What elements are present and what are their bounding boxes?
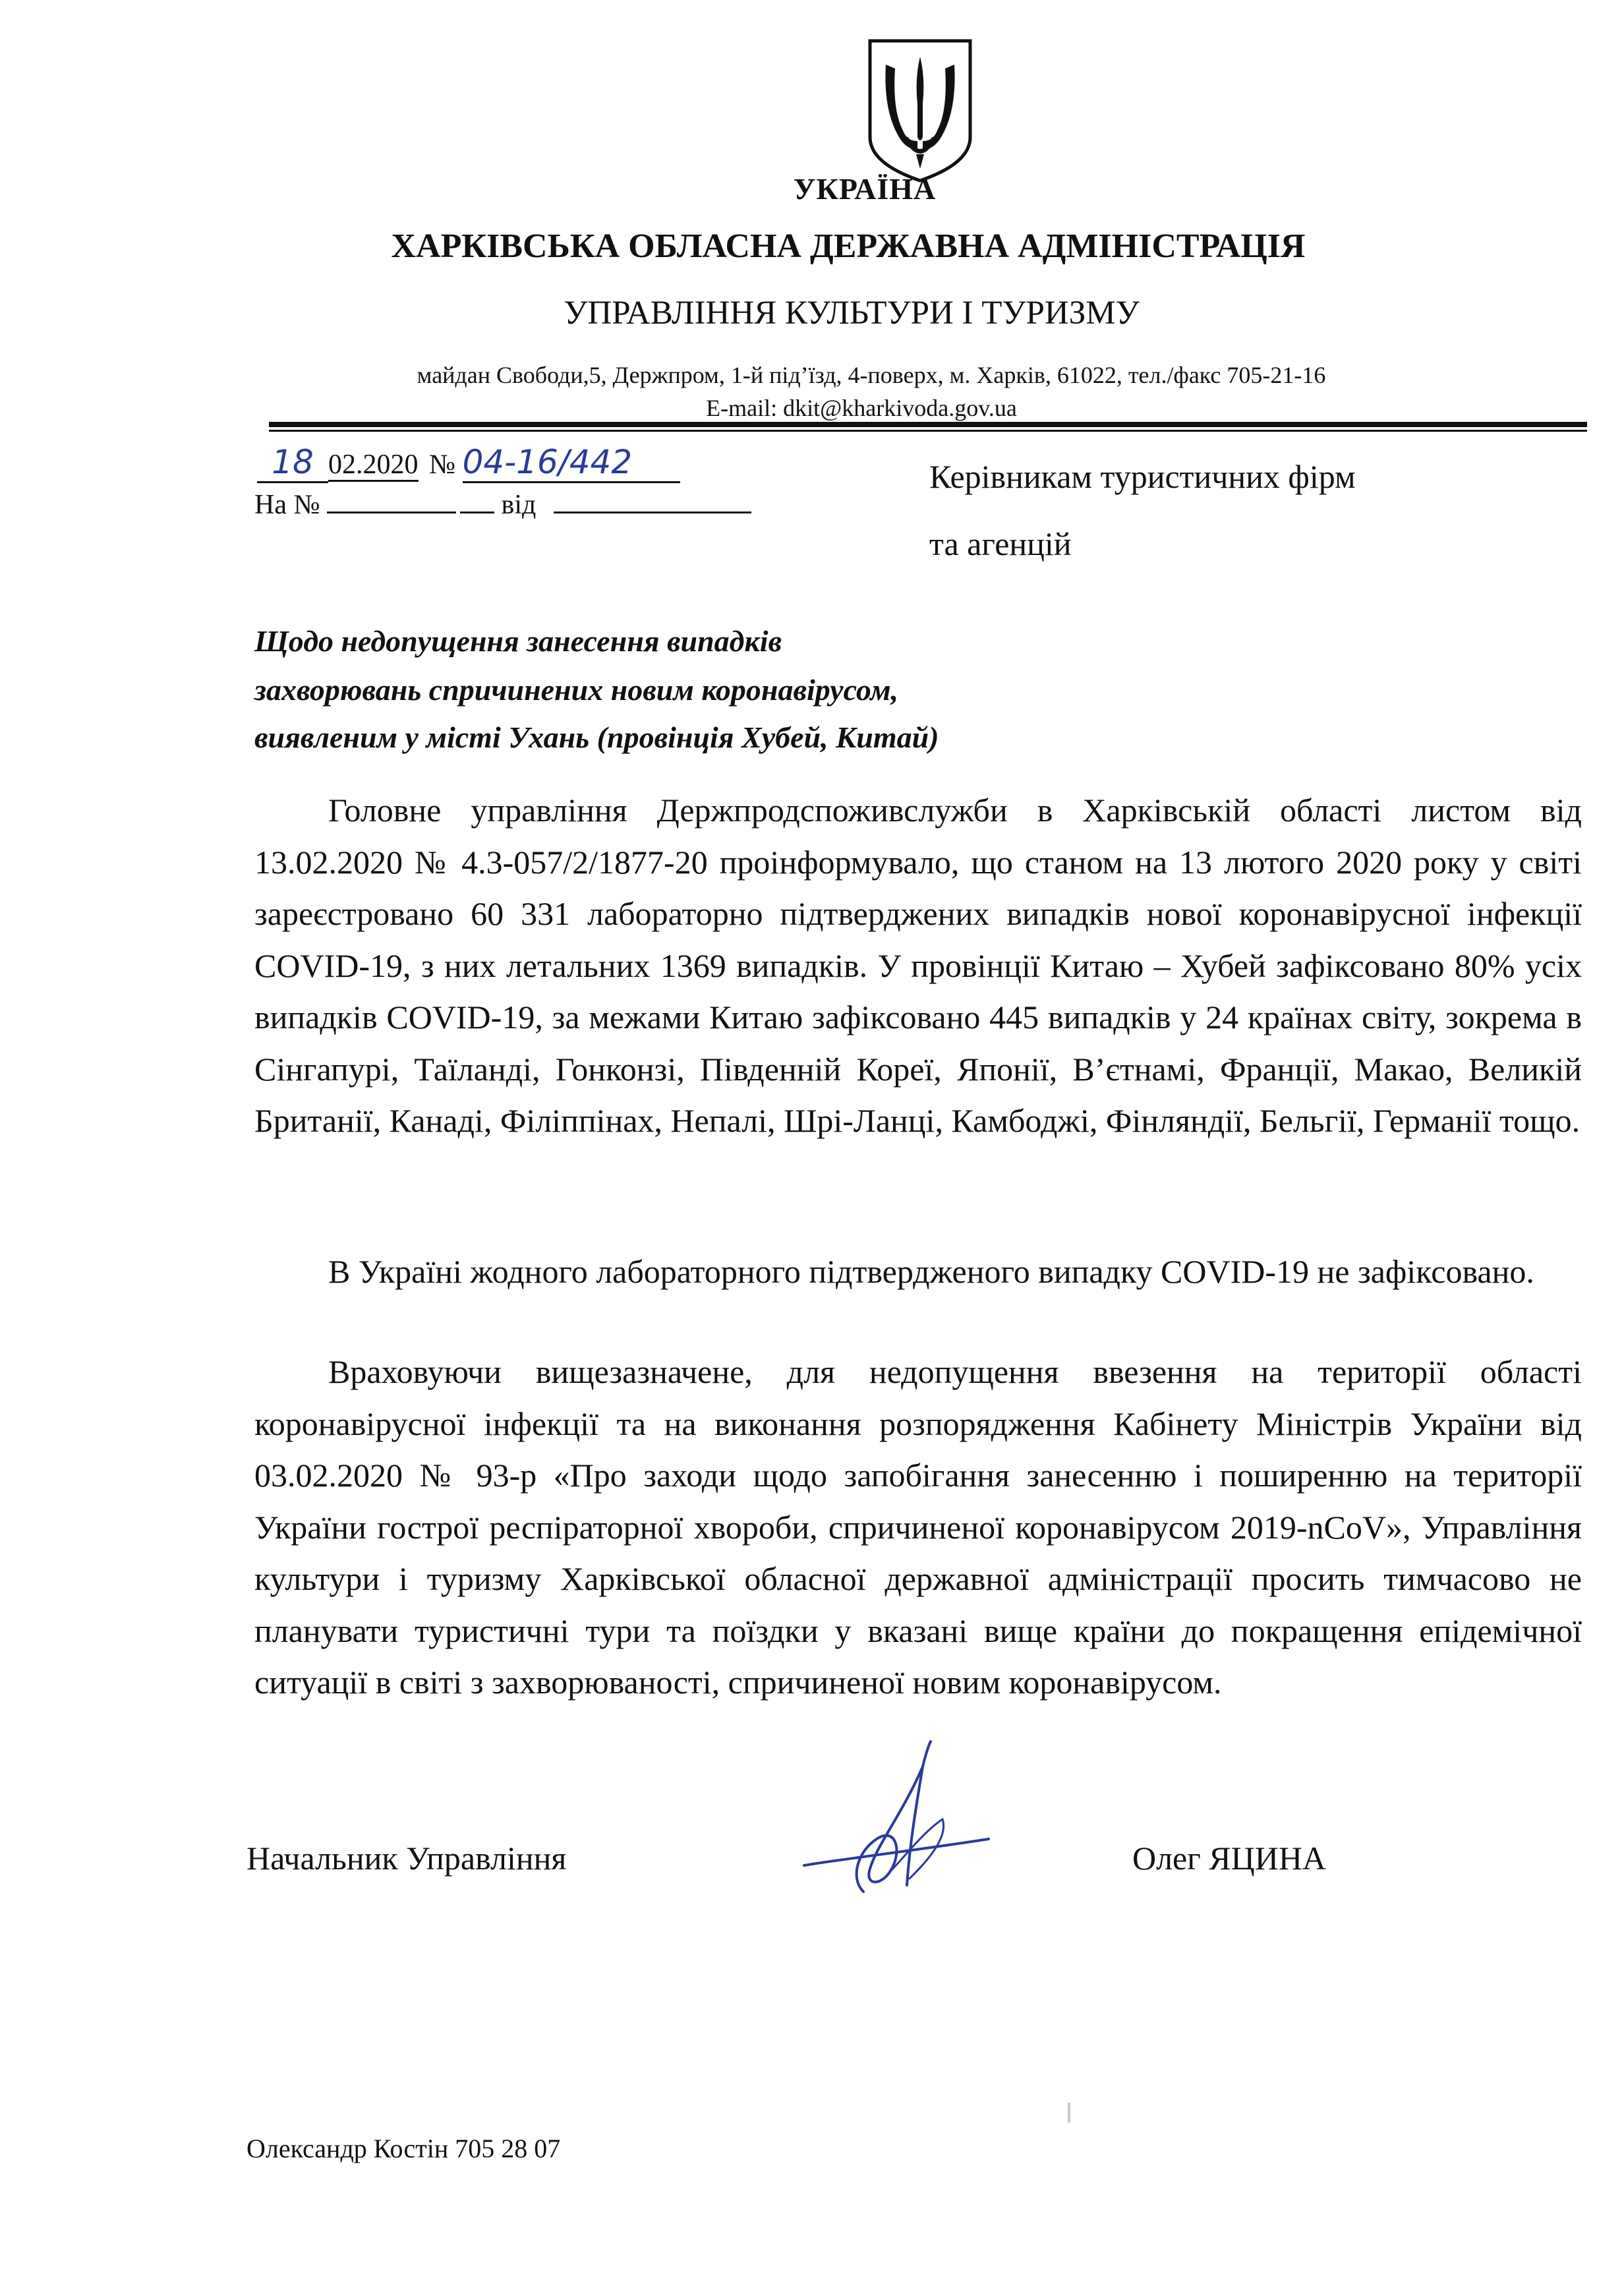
number-label: № (429, 450, 456, 480)
department-name: УПРАВЛІННЯ КУЛЬТУРИ І ТУРИЗМУ (564, 295, 1140, 332)
reply-to-label: На № (254, 490, 320, 520)
handwritten-day: 18 (272, 443, 314, 481)
country-name: УКРАЇНА (793, 172, 937, 206)
reply-to-line (254, 488, 782, 534)
body-paragraph-2: В Україні жодного лабораторного підтвердженого випадку COVID-19 не зафіксовано. (328, 1253, 1534, 1290)
handwritten-number: 04-16/442 (462, 443, 633, 481)
recipient-line-1: Керівникам туристичних фірм (929, 458, 1356, 495)
subject-line-1: Щодо недопущення занесення випадків (254, 624, 782, 658)
administration-name: ХАРКІВСЬКА ОБЛАСНА ДЕРЖАВНА АДМІНІСТРАЦІЯ (391, 227, 1306, 265)
handwritten-signature (791, 1740, 1002, 1912)
printed-date: 02.2020 (328, 450, 419, 482)
signatory-name: Олег ЯЦИНА (1132, 1840, 1327, 1877)
address-line: майдан Свободи,5, Держпром, 1-й під’їзд, 4-поверх, м. Харків, 61022, тел./факс 705-21-16 (417, 362, 1326, 388)
header-divider-thin (269, 430, 1587, 432)
subject-line-2: захворювань спричинених новим коронавірусом, (254, 673, 899, 707)
body-paragraph-3: Враховуючи вищезазначене, для недопущення ввезення на території області коронавірусної інфекції та на виконання розпорядження Кабінету Міністрів України від 03.02.2020 № 93-р «Про заходи щодо запобігання занесенню і поширенню на території України гострої респіраторної хвороби, спричиненої коронавірусом 2019-nCoV», Управління культури і туризму Харківської обласної державної адміністрації просить тимчасово не планувати туристичні тури та поїздки у вказані вище країни до покращення епідемічної ситуації в світі з захворюваності, спричиненої новим коронавірусом. (254, 1353, 1582, 1701)
from-label: від (501, 490, 536, 520)
email-line: E-mail: dkit@kharkivoda.gov.ua (706, 395, 1017, 421)
executor-line: Олександр Костін 705 28 07 (246, 2134, 561, 2163)
header-divider (269, 422, 1587, 427)
signatory-title: Начальник Управління (246, 1840, 567, 1877)
body-paragraph-1: Головне управління Держпродспоживслужби в Харківській області листом від 13.02.2020 № 4.3-057/2/1877-20 проінформувало, що станом на 13 лютого 2020 року у світі зареєстровано 60 331 лабораторно підтверджених випадків нової коронавірусної інфекції COVID-19, з них летальних 1369 випадків. У провінції Китаю – Хубей зафіксовано 80% усіх випадків COVID-19, за межами Китаю зафіксовано 445 випадків у 24 країнах світу, зокрема в Сінгапурі, Таїланді, Гонконзі, Південній Кореї, Японії, В’єтнамі, Франції, Макао, Великій Британії, Канаді, Філіппінах, Непалі, Шрі-Ланці, Камбоджі, Фінляндії, Бельгії, Германії тощо. (254, 792, 1582, 1139)
subject-line-3: виявленим у місті Ухань (провінція Хубей, Китай) (254, 720, 939, 754)
outgoing-number-line (257, 443, 784, 489)
scan-artifact (1068, 2103, 1070, 2122)
trident-icon (866, 38, 974, 183)
recipient-line-2: та агенцій (929, 525, 1072, 562)
